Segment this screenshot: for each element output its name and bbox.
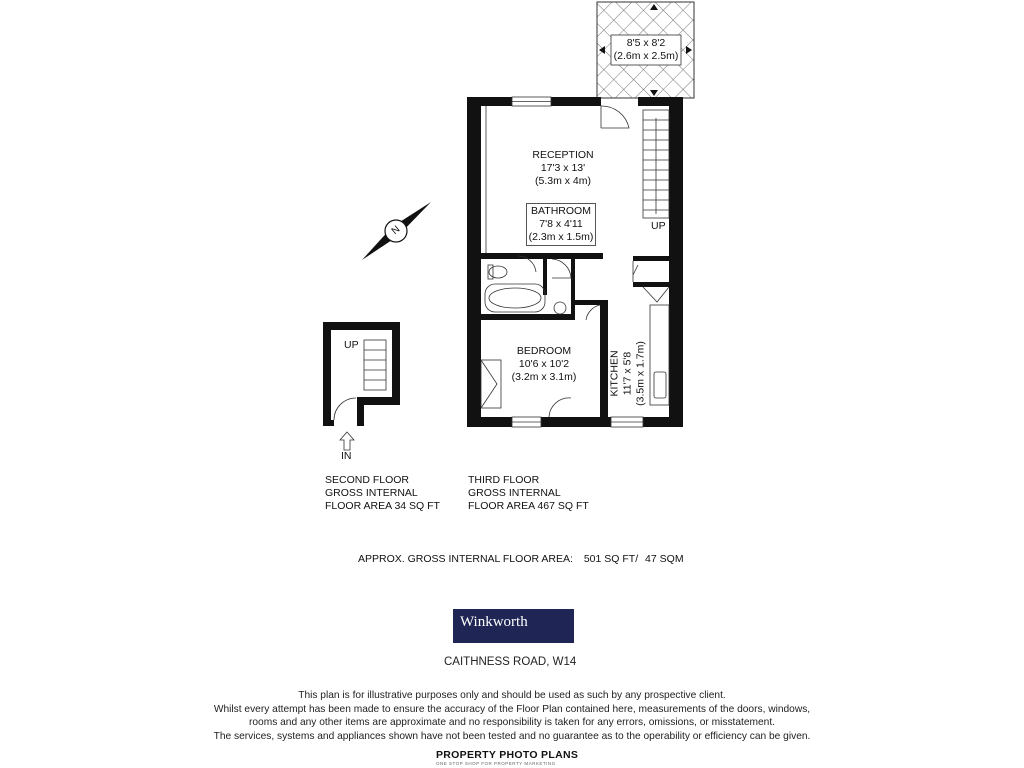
room-dims-ft: 7'8 x 4'11 [539,218,583,230]
entrance-label: IN [341,450,352,462]
disclaimer-line: rooms and any other items are approximate and no responsibility is taken for any errors, omissions, or misstatement. [248,717,776,728]
total-sqft: 501 SQ FT/ [583,553,639,565]
room-dims-ft: 10'6 x 10'2 [518,358,570,370]
stairs-up-label: UP [651,220,666,232]
second-floor-walls [323,322,400,426]
room-dims-m: (3.2m x 3.1m) [511,371,577,383]
room-name: BATHROOM [531,205,591,217]
disclaimer-line: This plan is for illustrative purposes only and should be used as such by any prospective client. [298,690,726,701]
floor-title: SECOND FLOOR [325,474,410,486]
room-dims-m: (5.3m x 4m) [534,175,591,187]
brand-name: Winkworth [460,614,528,630]
room-dims-ft: 11'7 x 5'8 [621,351,634,396]
reception-label [513,149,613,188]
floor-area: FLOOR AREA 467 SQ FT [468,500,589,512]
terrace-dims-m: (2.6m x 2.5m) [613,50,679,62]
bathroom-label [526,203,596,246]
second-floor-area [325,474,440,513]
room-dims-ft: 17'3 x 13' [540,162,586,174]
credit-sub: ONE STOP SHOP FOR PROPERTY MARKETING [436,761,556,766]
total-sqm: 47 SQM [645,553,684,565]
disclaimer [150,689,874,743]
north-letter: N [389,223,403,238]
property-address: CAITHNESS ROAD, W14 [444,656,577,668]
floor-subtitle: GROSS INTERNAL [325,487,418,499]
total-label: APPROX. GROSS INTERNAL FLOOR AREA: [358,553,573,565]
total-floor-area [358,553,684,565]
room-dims-m: (2.3m x 1.5m) [528,231,594,243]
winkworth-logo [453,609,574,643]
floor-title: THIRD FLOOR [468,474,540,486]
terrace-dims-ft: 8'5 x 8'2 [626,37,666,49]
bedroom-label [494,345,594,384]
room-name: RECEPTION [532,149,594,161]
room-name: KITCHEN [608,350,621,397]
small-stairs-up-label: UP [344,339,359,351]
property-photo-plans-logo [436,749,598,766]
floor-area: FLOOR AREA 34 SQ FT [325,500,440,512]
entrance-arrow-icon [340,432,354,450]
third-floor-area [468,474,589,513]
kitchen-label [609,324,648,424]
room-dims-m: (3.5m x 1.7m) [634,341,647,406]
disclaimer-line: The services, systems and appliances shown have not been tested and no guarantee as to the operability or efficiency can be given. [213,730,811,742]
floor-subtitle: GROSS INTERNAL [468,487,561,499]
room-name: BEDROOM [516,345,572,357]
credit-main: PROPERTY PHOTO PLANS [436,749,579,761]
disclaimer-line: Whilst every attempt has been made to ensure the accuracy of the Floor Plan contained here, measurements of the doors, windows, [213,703,811,715]
terrace-label [611,37,681,63]
